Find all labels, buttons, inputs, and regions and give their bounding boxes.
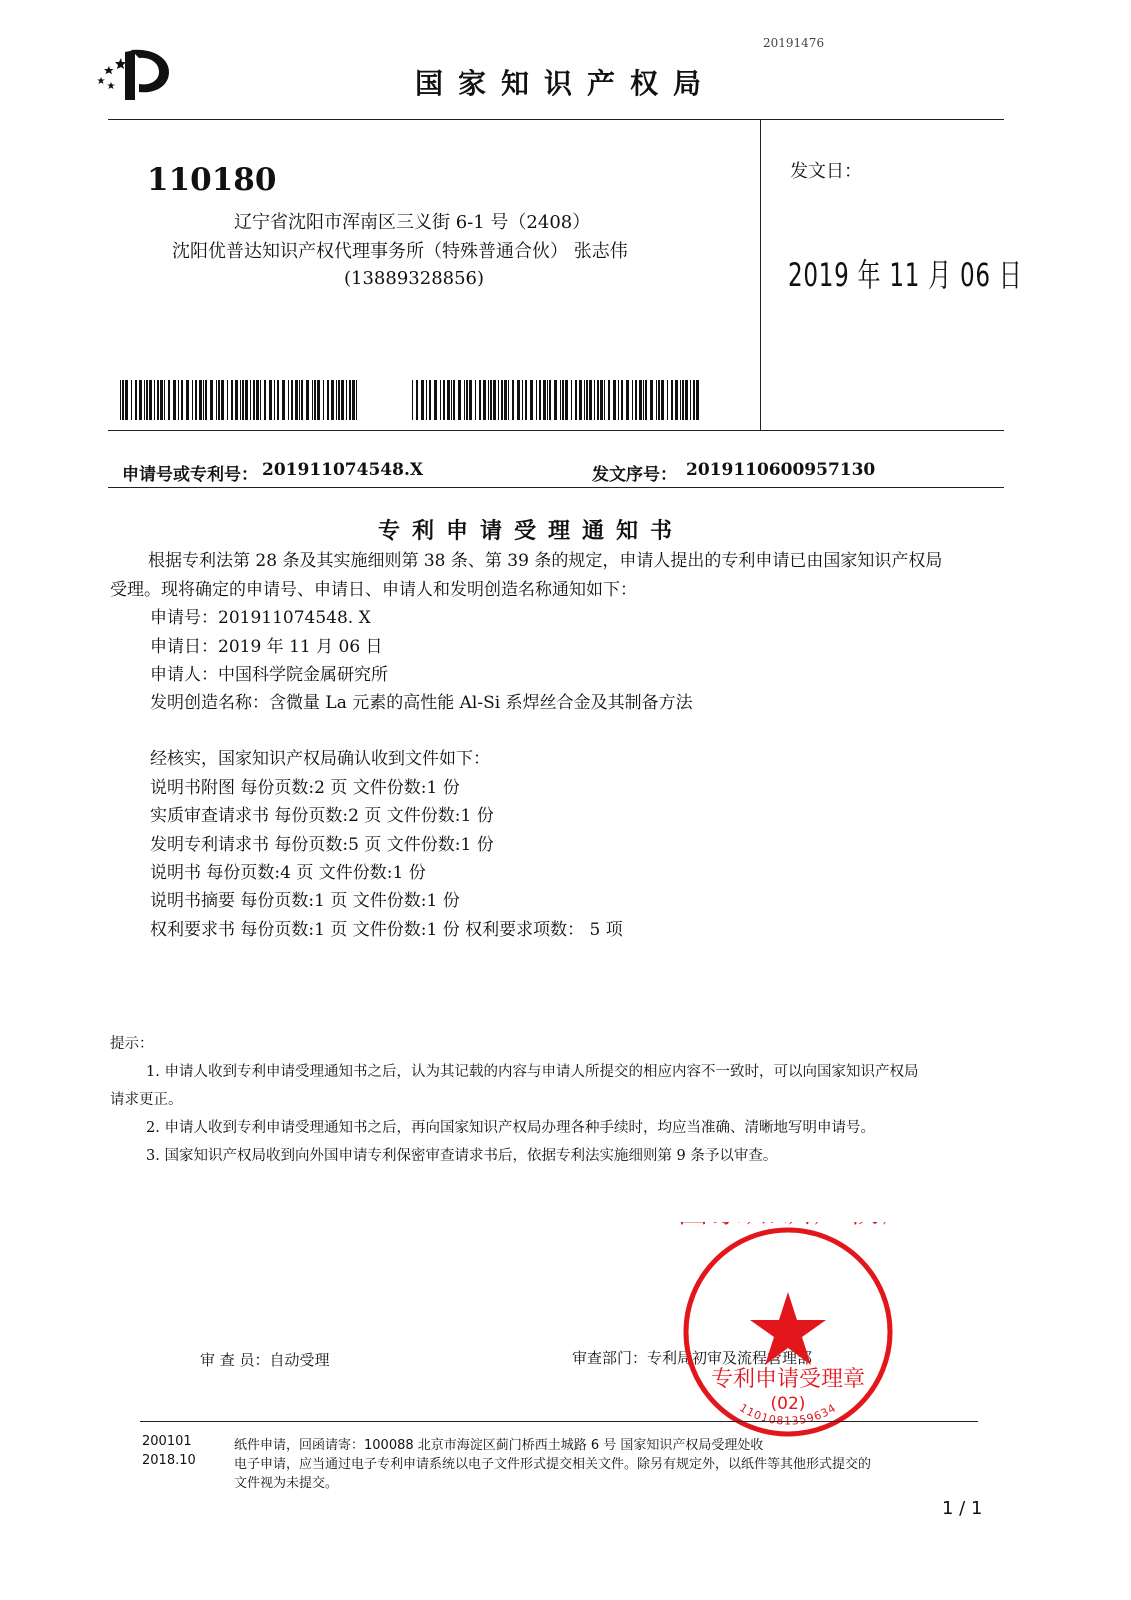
barcode-bar [536,380,537,420]
barcode-bar [421,380,424,420]
barcode-bar [508,380,509,420]
barcode-bar [571,380,572,420]
barcode-bar [650,380,653,420]
barcode-bar [429,380,431,420]
barcode-bar [635,380,637,420]
header-rule [108,119,1004,120]
barcode-bar [466,380,468,420]
notice-field-application-no: 申请号：201911074548. X [150,608,371,628]
dispatch-date-value: 2019 年 11 月 06 日 [788,256,1023,294]
hint-item-1-line-1: 1. 申请人收到专利申请受理通知书之后，认为其记载的内容与申请人所提交的相应内容不一致时，可以向国家知识产权局 [146,1064,919,1080]
postal-code: 110180 [147,162,277,198]
notice-title: 专利申请受理通知书 [378,519,685,544]
barcode-bar [301,380,303,420]
barcode-bar [685,380,688,420]
barcode-bar [451,380,452,420]
barcode-bar [336,380,337,420]
barcode-bar [643,380,644,420]
barcode-bar [656,380,657,420]
document-item: 实质审查请求书 每份页数:2 页 文件份数:1 份 [150,806,494,826]
barcode-bar [203,380,204,420]
barcode-bar [443,380,445,420]
barcode-bar [594,380,595,420]
recipient-agency-contact: 沈阳优普达知识产权代理事务所（特殊普通合伙） 张志伟 [172,241,628,262]
barcode-bar [199,380,202,420]
barcode-bar [291,380,293,420]
barcode-bar [562,380,564,420]
barcode-bar [658,380,660,420]
barcode-bar [416,380,418,420]
barcode-bar [181,380,183,420]
barcode-bar [195,380,197,420]
barcode-bar [575,380,577,420]
recipient-phone: (13889328856) [344,268,485,289]
barcode-bar [349,380,351,420]
barcode-bar [501,380,503,420]
examiner-line: 审 查 员：自动受理 [200,1351,330,1369]
document-item: 说明书附图 每份页数:2 页 文件份数:1 份 [150,778,460,798]
barcode-bar [154,380,155,420]
barcode-bar [260,380,261,420]
form-date: 2018.10 [142,1453,196,1468]
department-line: 审查部门：专利局初审及流程管理部 [572,1349,813,1367]
hint-item-1-line-2: 请求更正。 [110,1092,183,1108]
barcode-bar [250,380,251,420]
barcode-bar [131,380,132,420]
barcode-bar [173,380,176,420]
barcode-bar [434,380,437,420]
notice-field-invention-title: 发明创造名称：含微量 La 元素的高性能 Al-Si 系焊丝合金及其制备方法 [150,693,693,713]
barcode-bar [696,380,699,420]
barcode-bar [522,380,523,420]
page-number: 1 / 1 [942,1498,983,1519]
barcode-bar [589,380,592,420]
barcode-bar [256,380,259,420]
barcode-bar [122,380,124,420]
barcode-bar [490,380,492,420]
barcode-bar [192,380,193,420]
barcode-bar [539,380,541,420]
hint-item-2: 2. 申请人收到专利申请受理通知书之后，再向国家知识产权局办理各种手续时，均应当准确、清晰地写明申请号。 [146,1120,875,1136]
barcode-bar [295,380,298,420]
barcode-bar [453,380,455,420]
notice-intro-line-2: 受理。现将确定的申请号、申请日、申请人和发明创造名称通知如下： [110,580,637,600]
barcode-bar [231,380,233,420]
barcode-bar [221,380,224,420]
application-number: 201911074548.X [262,460,424,480]
barcode-bar [530,380,533,420]
electronic-submission-line-2: 文件视为未提交。 [234,1476,339,1491]
barcode-bar [600,380,603,420]
barcode-bar [512,380,514,420]
electronic-submission-line-1: 电子申请，应当通过电子专利申请系统以电子文件形式提交相关文件。除另有规定外，以纸件等其他形式提交的 [234,1457,872,1472]
receipt-intro: 经核实，国家知识产权局确认收到文件如下： [150,749,490,769]
barcode-bar [667,380,668,420]
footer-rule [140,1421,978,1422]
notice-intro-line-1: 根据专利法第 28 条及其实施细则第 38 条、第 39 条的规定，申请人提出的专利申请已由国家知识产权局 [148,551,943,571]
barcode-bar [168,380,170,420]
barcode-right [412,380,702,420]
document-item: 权利要求书 每份页数:1 页 文件份数:1 份 权利要求项数： 5 项 [150,920,623,940]
barcode-bar [288,380,289,420]
document-serial-number: 20191476 [763,36,825,50]
barcode-bar [680,380,681,420]
star-icon [750,1292,826,1365]
barcode-bar [164,380,165,420]
dispatch-date-label: 发文日： [790,161,862,182]
barcode-bar [356,380,357,420]
barcode-bar [464,380,465,420]
barcode-bar [352,380,355,420]
barcode-bar [120,380,121,420]
barcode-bar [227,380,228,420]
official-seal [678,1222,898,1442]
barcode-bar [604,380,605,420]
barcode-left [120,380,360,420]
barcode-bar [543,380,546,420]
reference-bottom-rule [108,487,1004,488]
barcode-bar [661,380,664,420]
barcode-bar [317,380,320,420]
barcode-bar [682,380,684,420]
barcode-bar [264,380,266,420]
barcode-bar [479,380,481,420]
barcode-bar [632,380,633,420]
hint-item-3: 3. 国家知识产权局收到向外国申请专利保密审查请求书后，依据专利法实施细则第 9 条予以审查。 [146,1148,778,1164]
barcode-bar [586,380,588,420]
date-column-divider [760,119,761,431]
barcode-bar [475,380,476,420]
barcode-bar [517,380,520,420]
barcode-bar [525,380,527,420]
barcode-bar [282,380,285,420]
barcode-bar [483,380,486,420]
dispatch-number-label: 发文序号： [592,465,677,485]
recipient-address: 辽宁省沈阳市浑南区三义街 6-1 号（2408） [234,212,591,233]
notice-field-filing-date: 申请日：2019 年 11 月 06 日 [150,637,383,657]
barcode-bar [565,380,568,420]
seal-code-path: 1101081359634 [737,1401,839,1428]
barcode-bar [608,380,610,420]
barcode-bar [579,380,582,420]
barcode-bar [331,380,334,420]
barcode-bar [277,380,279,420]
barcode-bar [178,380,179,420]
barcode-bar [693,380,695,420]
barcode-bar [645,380,647,420]
barcode-bar [341,380,344,420]
barcode-bar [613,380,616,420]
barcode-bar [327,380,329,420]
barcode-bar [274,380,275,420]
barcode-bar [554,380,557,420]
notice-field-applicant: 申请人：中国科学院金属研究所 [150,665,388,685]
barcode-bar [218,380,220,420]
barcode-bar [426,380,427,420]
barcode-bar [447,380,450,420]
barcode-bar [690,380,691,420]
barcode-bar [160,380,163,420]
barcode-bar [242,380,244,420]
barcode-bar [675,380,678,420]
document-item: 说明书 每份页数:4 页 文件份数:1 份 [150,863,426,883]
document-item: 发明专利请求书 每份页数:5 页 文件份数:1 份 [150,835,494,855]
barcode-bar [269,380,272,420]
barcode-bar [626,380,629,420]
barcode-bar [157,380,159,420]
barcode-bar [306,380,309,420]
paper-submission-line: 纸件申请，回函请寄：100088 北京市海淀区蓟门桥西土城路 6 号 国家知识产权局受理处收 [234,1438,764,1453]
seal-arc-text [678,1222,898,1230]
barcode-bar [135,380,137,420]
barcode-bar [458,380,461,420]
barcode-bar [618,380,619,420]
agency-name-heading: 国家知识产权局 [415,67,717,100]
barcode-bar [498,380,499,420]
barcode-bar [346,380,347,420]
barcode-bar [323,380,324,420]
seal-number: (02) [770,1394,806,1414]
document-item: 说明书摘要 每份页数:1 页 文件份数:1 份 [150,891,460,911]
barcode-bar [671,380,673,420]
reference-top-rule [108,430,1004,431]
barcode-bar [547,380,548,420]
barcode-bar [549,380,551,420]
barcode-bar [440,380,441,420]
barcode-bar [312,380,313,420]
barcode-bar [186,380,189,420]
barcode-bar [597,380,599,420]
barcode-bar [621,380,623,420]
barcode-bar [253,380,255,420]
barcode-bar [139,380,142,420]
seal-center-text: 专利申请受理章 [710,1367,866,1392]
barcode-bar [314,380,316,420]
barcode-bar [146,380,148,420]
barcode-bar [210,380,213,420]
barcode-bar [149,380,152,420]
application-number-label: 申请号或专利号： [122,465,258,485]
barcode-bar [338,380,340,420]
barcode-bar [469,380,472,420]
barcode-bar [488,380,489,420]
dispatch-number: 2019110600957130 [686,460,876,480]
barcode-bar [412,380,413,420]
barcode-bar [205,380,207,420]
barcode-bar [245,380,248,420]
cnipa-logo-icon [95,44,175,104]
form-code: 200101 [142,1434,192,1449]
barcode-bar [504,380,507,420]
barcode-bar [235,380,238,420]
barcode-bar [560,380,561,420]
barcode-bar [144,380,145,420]
hints-label: 提示： [110,1036,154,1052]
barcode-bar [240,380,241,420]
barcode-bar [125,380,128,420]
barcode-bar [639,380,642,420]
barcode-bar [216,380,217,420]
barcode-bar [584,380,585,420]
barcode-bar [299,380,300,420]
barcode-bar [493,380,496,420]
